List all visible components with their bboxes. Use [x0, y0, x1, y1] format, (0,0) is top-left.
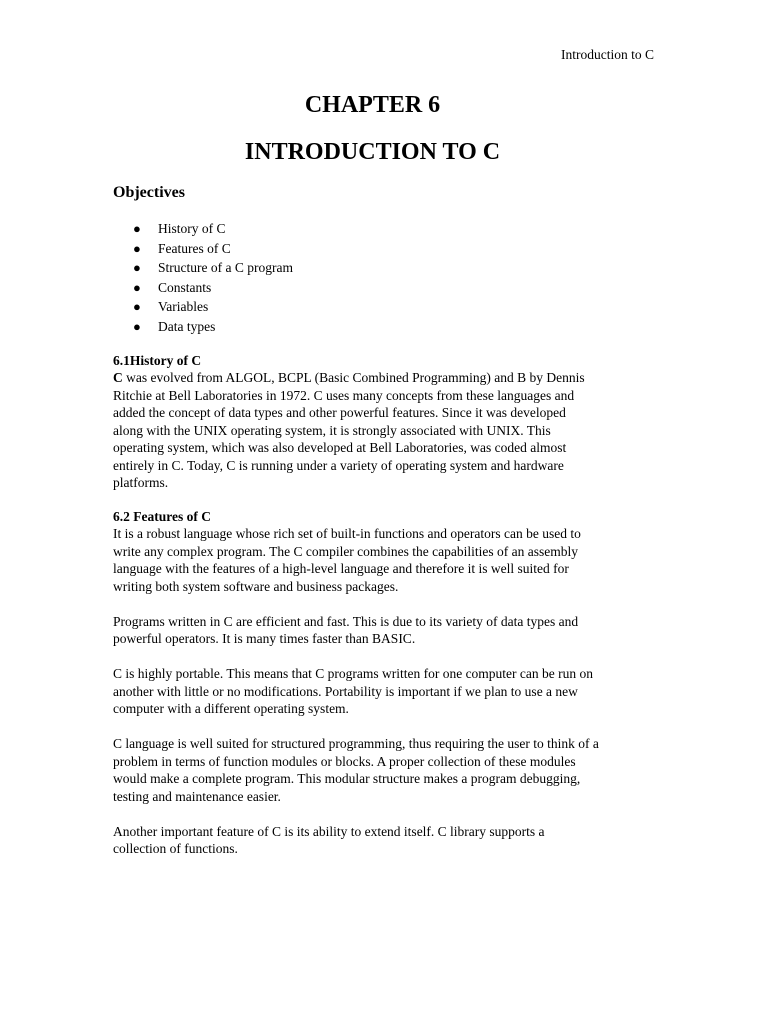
paragraph-line: powerful operators. It is many times faster than BASIC. [113, 631, 416, 647]
paragraph-line: another with little or no modifications. Portability is important if we plan to use a new [113, 683, 578, 699]
objective-item [113, 317, 663, 337]
paragraph-line: testing and maintenance easier. [113, 788, 281, 804]
history-heading: 6.1History of C [113, 352, 202, 368]
objectives-list [113, 219, 663, 337]
objective-text: Data types [158, 318, 216, 334]
objective-item [113, 278, 663, 298]
features-paragraph [113, 613, 663, 648]
features-paragraph [113, 735, 663, 805]
paragraph-line: writing both system software and business packages. [113, 578, 399, 594]
paragraph-line: write any complex program. The C compiler combines the capabilities of an assembly [113, 543, 578, 559]
bullet-icon: ● [133, 299, 141, 315]
bullet-icon: ● [133, 221, 141, 236]
objective-text: Variables [158, 299, 209, 315]
history-lead: C [113, 370, 123, 386]
objective-text: Constants [158, 279, 212, 295]
bullet-icon: ● [133, 279, 141, 295]
paragraph-line: added the concept of data types and other powerful features. Since it was developed [113, 405, 566, 421]
objective-text: Features of C [158, 240, 231, 256]
paragraph-line: platforms. [113, 475, 169, 491]
features-paragraph [113, 823, 663, 858]
paragraph-line: operating system, which was also developed at Bell Laboratories, was coded almost [113, 440, 567, 456]
paragraph-line [113, 369, 663, 387]
bullet-icon: ● [133, 240, 141, 256]
paragraph-line: language with the features of a high-level language and therefore it is well suited for [113, 561, 569, 577]
objective-item [113, 239, 663, 259]
paragraph-line: problem in terms of function modules or blocks. A proper collection of these modules [113, 753, 576, 769]
objective-text: History of C [158, 221, 226, 236]
bullet-icon: ● [133, 318, 141, 334]
chapter-number: CHAPTER 6 [304, 92, 441, 118]
history-paragraph [113, 369, 663, 492]
paragraph-line: collection of functions. [113, 841, 238, 857]
features-paragraph [113, 525, 663, 595]
paragraph-line: computer with a different operating system. [113, 701, 349, 717]
chapter-title: INTRODUCTION TO C [244, 139, 501, 165]
paragraph-line: Ritchie at Bell Laboratories in 1972. C uses many concepts from these languages and [113, 387, 575, 403]
paragraph-line: Programs written in C are efficient and fast. This is due to its variety of data types and [113, 613, 579, 629]
objective-text: Structure of a C program [158, 260, 293, 276]
features-paragraph [113, 665, 663, 718]
bullet-icon: ● [133, 260, 141, 276]
features-heading: 6.2 Features of C [113, 508, 211, 524]
paragraph-line: It is a robust language whose rich set of built-in functions and operators can be used to [113, 526, 581, 542]
history-line-text: was evolved from ALGOL, BCPL (Basic Combined Programming) and B by Dennis [122, 370, 585, 386]
paragraph-line: C is highly portable. This means that C programs written for one computer can be run on [113, 666, 594, 682]
running-header: Introduction to C [561, 47, 654, 62]
paragraph-line: would make a complete program. This modular structure makes a program debugging, [113, 771, 581, 787]
chapter-content [113, 182, 663, 858]
paragraph-line: C language is well suited for structured programming, thus requiring the user to think of a [113, 736, 599, 752]
objective-item [113, 219, 663, 239]
objectives-heading: Objectives [113, 184, 185, 201]
paragraph-line: along with the UNIX operating system, it is strongly associated with UNIX. This [113, 422, 551, 438]
objective-item [113, 297, 663, 317]
paragraph-line: entirely in C. Today, C is running under a variety of operating system and hardware [113, 457, 564, 473]
objective-item [113, 258, 663, 278]
paragraph-line: Another important feature of C is its ability to extend itself. C library supports a [113, 823, 545, 839]
